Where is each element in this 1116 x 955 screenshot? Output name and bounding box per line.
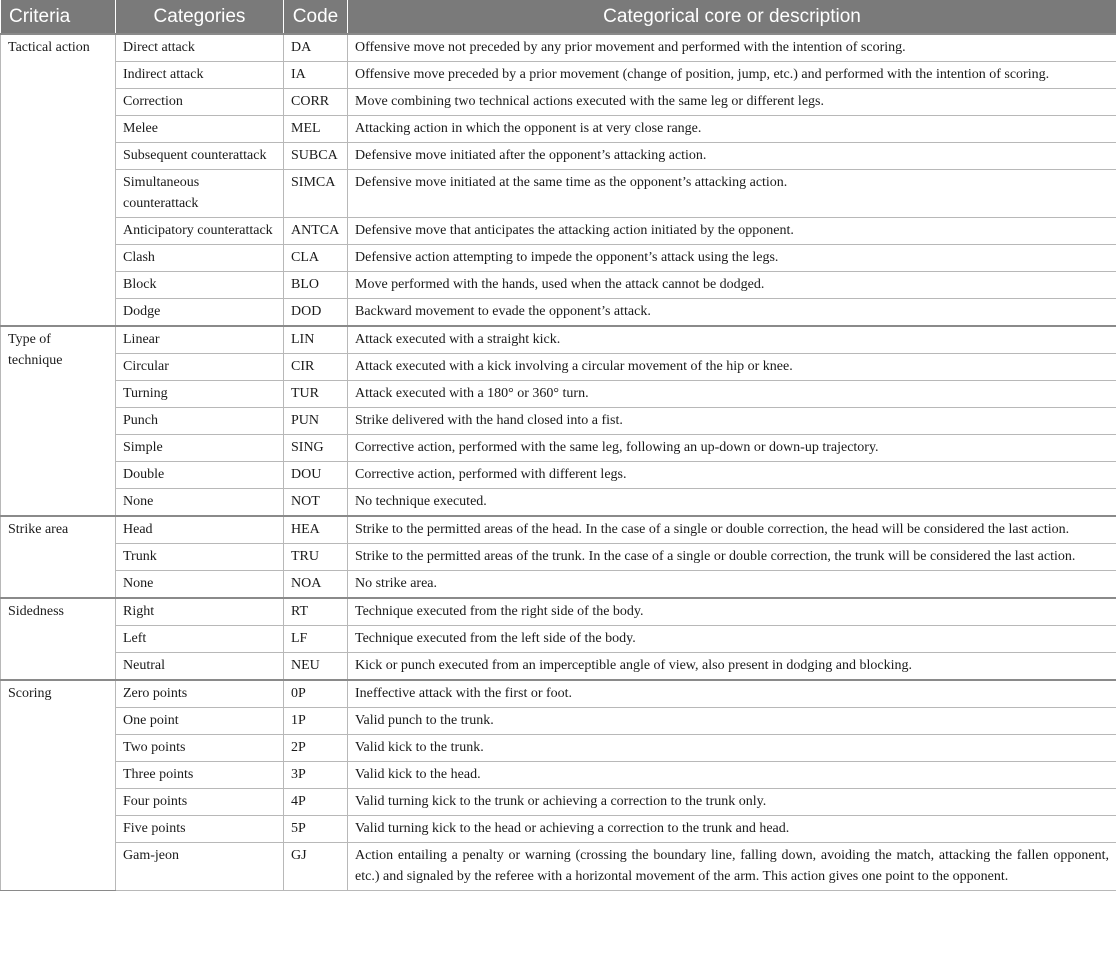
table-row <box>1 354 1116 381</box>
description-cell: Defensive action attempting to impede the opponent’s attack using the legs. <box>348 245 1116 272</box>
table-row <box>1 272 1116 299</box>
table-row <box>1 843 1116 891</box>
criteria-cell: Tactical action <box>1 34 116 326</box>
description-cell: Offensive move not preceded by any prior movement and performed with the intention of scoring. <box>348 34 1116 62</box>
category-cell: Linear <box>116 326 284 354</box>
code-cell: 2P <box>284 735 348 762</box>
criteria-cell: Type of technique <box>1 326 116 516</box>
description-cell: Valid kick to the trunk. <box>348 735 1116 762</box>
description-cell: No technique executed. <box>348 489 1116 517</box>
code-cell: TRU <box>284 544 348 571</box>
description-cell: Valid punch to the trunk. <box>348 708 1116 735</box>
description-cell: Attack executed with a kick involving a circular movement of the hip or knee. <box>348 354 1116 381</box>
category-cell: One point <box>116 708 284 735</box>
table-row <box>1 653 1116 681</box>
table-row <box>1 680 1116 708</box>
table-row <box>1 143 1116 170</box>
table-row <box>1 218 1116 245</box>
table-row <box>1 299 1116 327</box>
description-cell: Attack executed with a 180° or 360° turn. <box>348 381 1116 408</box>
description-cell: Strike to the permitted areas of the head. In the case of a single or double correction, the head will be considered the last action. <box>348 516 1116 544</box>
code-cell: 0P <box>284 680 348 708</box>
category-cell: Clash <box>116 245 284 272</box>
category-cell: Gam-jeon <box>116 843 284 891</box>
code-cell: DA <box>284 34 348 62</box>
table-row <box>1 245 1116 272</box>
category-cell: Three points <box>116 762 284 789</box>
code-cell: GJ <box>284 843 348 891</box>
description-cell: Corrective action, performed with different legs. <box>348 462 1116 489</box>
description-cell: Attack executed with a straight kick. <box>348 326 1116 354</box>
table-body <box>1 34 1116 891</box>
category-cell: Zero points <box>116 680 284 708</box>
category-cell: Head <box>116 516 284 544</box>
category-cell: None <box>116 489 284 517</box>
description-cell: Strike to the permitted areas of the trunk. In the case of a single or double correction, the trunk will be considered the last action. <box>348 544 1116 571</box>
category-cell: Direct attack <box>116 34 284 62</box>
code-cell: TUR <box>284 381 348 408</box>
header-code: Code <box>284 0 348 34</box>
description-cell: Ineffective attack with the first or foot. <box>348 680 1116 708</box>
description-cell: Defensive move that anticipates the attacking action initiated by the opponent. <box>348 218 1116 245</box>
table-row <box>1 116 1116 143</box>
description-cell: Move combining two technical actions executed with the same leg or different legs. <box>348 89 1116 116</box>
description-cell: Strike delivered with the hand closed into a fist. <box>348 408 1116 435</box>
table-row <box>1 462 1116 489</box>
category-cell: Anticipatory counterattack <box>116 218 284 245</box>
code-cell: CORR <box>284 89 348 116</box>
category-cell: Neutral <box>116 653 284 681</box>
category-cell: Punch <box>116 408 284 435</box>
category-cell: Subsequent counterattack <box>116 143 284 170</box>
table-row <box>1 571 1116 599</box>
table-row <box>1 735 1116 762</box>
table-row <box>1 408 1116 435</box>
code-cell: 1P <box>284 708 348 735</box>
code-cell: ANTCA <box>284 218 348 245</box>
category-cell: Turning <box>116 381 284 408</box>
table-row <box>1 435 1116 462</box>
description-cell: Technique executed from the right side of the body. <box>348 598 1116 626</box>
category-cell: Trunk <box>116 544 284 571</box>
table-row <box>1 489 1116 517</box>
description-cell: Kick or punch executed from an imperceptible angle of view, also present in dodging and blocking. <box>348 653 1116 681</box>
description-cell: No strike area. <box>348 571 1116 599</box>
description-cell: Action entailing a penalty or warning (crossing the boundary line, falling down, avoiding the match, attacking the fallen opponent, etc.) and signaled by the referee with a horizontal movement of the arm. This action gives one point to the opponent. <box>348 843 1116 891</box>
description-cell: Defensive move initiated after the opponent’s attacking action. <box>348 143 1116 170</box>
code-cell: SUBCA <box>284 143 348 170</box>
code-cell: 3P <box>284 762 348 789</box>
code-cell: NEU <box>284 653 348 681</box>
table-row <box>1 170 1116 218</box>
criteria-cell: Sidedness <box>1 598 116 680</box>
header-criteria: Criteria <box>1 0 116 34</box>
description-cell: Defensive move initiated at the same time as the opponent’s attacking action. <box>348 170 1116 218</box>
table-row <box>1 89 1116 116</box>
description-cell: Attacking action in which the opponent is at very close range. <box>348 116 1116 143</box>
description-cell: Valid kick to the head. <box>348 762 1116 789</box>
code-cell: CLA <box>284 245 348 272</box>
table-row <box>1 326 1116 354</box>
code-cell: RT <box>284 598 348 626</box>
code-cell: PUN <box>284 408 348 435</box>
code-cell: IA <box>284 62 348 89</box>
code-cell: SING <box>284 435 348 462</box>
table-row <box>1 62 1116 89</box>
category-cell: Block <box>116 272 284 299</box>
category-cell: Correction <box>116 89 284 116</box>
category-cell: Dodge <box>116 299 284 327</box>
category-cell: Indirect attack <box>116 62 284 89</box>
category-cell: Simple <box>116 435 284 462</box>
code-cell: 5P <box>284 816 348 843</box>
criteria-cell: Strike area <box>1 516 116 598</box>
table-row <box>1 789 1116 816</box>
code-cell: MEL <box>284 116 348 143</box>
code-cell: HEA <box>284 516 348 544</box>
table-row <box>1 544 1116 571</box>
description-cell: Offensive move preceded by a prior movement (change of position, jump, etc.) and performed with the intention of scoring. <box>348 62 1116 89</box>
category-cell: Simultaneous counterattack <box>116 170 284 218</box>
category-cell: Circular <box>116 354 284 381</box>
code-cell: NOT <box>284 489 348 517</box>
criteria-cell: Scoring <box>1 680 116 891</box>
description-cell: Technique executed from the left side of the body. <box>348 626 1116 653</box>
description-cell: Valid turning kick to the head or achieving a correction to the trunk and head. <box>348 816 1116 843</box>
category-cell: Two points <box>116 735 284 762</box>
category-cell: Double <box>116 462 284 489</box>
header-categories: Categories <box>116 0 284 34</box>
description-cell: Valid turning kick to the trunk or achieving a correction to the trunk only. <box>348 789 1116 816</box>
table-row <box>1 762 1116 789</box>
code-cell: LIN <box>284 326 348 354</box>
category-cell: Left <box>116 626 284 653</box>
description-cell: Move performed with the hands, used when the attack cannot be dodged. <box>348 272 1116 299</box>
category-cell: Four points <box>116 789 284 816</box>
table-row <box>1 598 1116 626</box>
table-row <box>1 626 1116 653</box>
category-cell: None <box>116 571 284 599</box>
table-row <box>1 708 1116 735</box>
code-cell: LF <box>284 626 348 653</box>
table-row <box>1 381 1116 408</box>
code-cell: 4P <box>284 789 348 816</box>
description-cell: Backward movement to evade the opponent’s attack. <box>348 299 1116 327</box>
table-row <box>1 516 1116 544</box>
header-row <box>1 0 1116 34</box>
code-cell: DOD <box>284 299 348 327</box>
code-cell: CIR <box>284 354 348 381</box>
table-row <box>1 34 1116 62</box>
header-description: Categorical core or description <box>348 0 1116 34</box>
category-cell: Right <box>116 598 284 626</box>
code-cell: NOA <box>284 571 348 599</box>
description-cell: Corrective action, performed with the same leg, following an up-down or down-up trajectory. <box>348 435 1116 462</box>
table-row <box>1 816 1116 843</box>
code-cell: DOU <box>284 462 348 489</box>
code-cell: BLO <box>284 272 348 299</box>
code-cell: SIMCA <box>284 170 348 218</box>
category-cell: Melee <box>116 116 284 143</box>
category-cell: Five points <box>116 816 284 843</box>
